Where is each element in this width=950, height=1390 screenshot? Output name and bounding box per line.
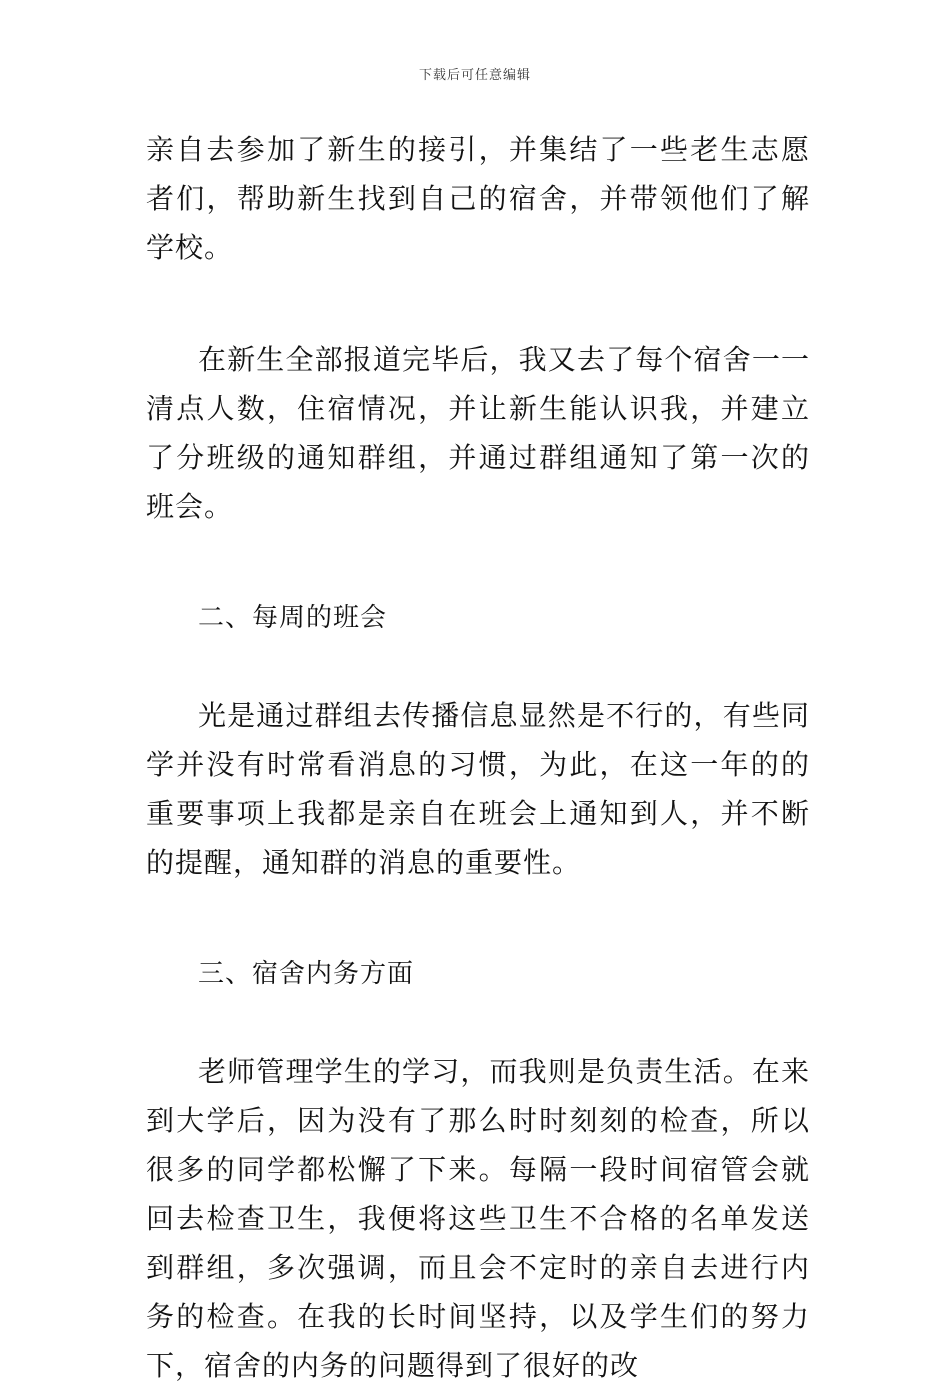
paragraph-registration: 在新生全部报道完毕后，我又去了每个宿舍一一清点人数，住宿情况，并让新生能认识我，并建立了分班级的通知群组，并通过群组通知了第一次的班会。 <box>146 343 810 523</box>
header-editable-note: 下载后可任意编辑 <box>418 68 531 83</box>
section-heading-weekly-meeting: 二、每周的班会 <box>198 603 388 633</box>
paragraph-intro-continuation: 亲自去参加了新生的接引，并集结了一些老生志愿者们，帮助新生找到自己的宿舍，并带领他们了解学校。 <box>146 133 810 264</box>
document-body <box>146 125 810 1390</box>
paragraph-weekly-meeting: 光是通过群组去传播信息显然是不行的，有些同学并没有时常看消息的习惯，为此，在这一年的的重要事项上我都是亲自在班会上通知到人，并不断的提醒，通知群的消息的重要性。 <box>146 699 810 879</box>
paragraph-dormitory: 老师管理学生的学习，而我则是负责生活。在来到大学后，因为没有了那么时时刻刻的检查，所以很多的同学都松懈了下来。每隔一段时间宿管会就回去检查卫生，我便将这些卫生不合格的名单发送到群组，多次强调，而且会不定时的亲自去进行内务的检查。在我的长时间坚持，以及学生们的努力下，宿舍的内务的问题得到了很好的改 <box>146 1055 810 1382</box>
section-heading-dormitory: 三、宿舍内务方面 <box>198 959 415 989</box>
